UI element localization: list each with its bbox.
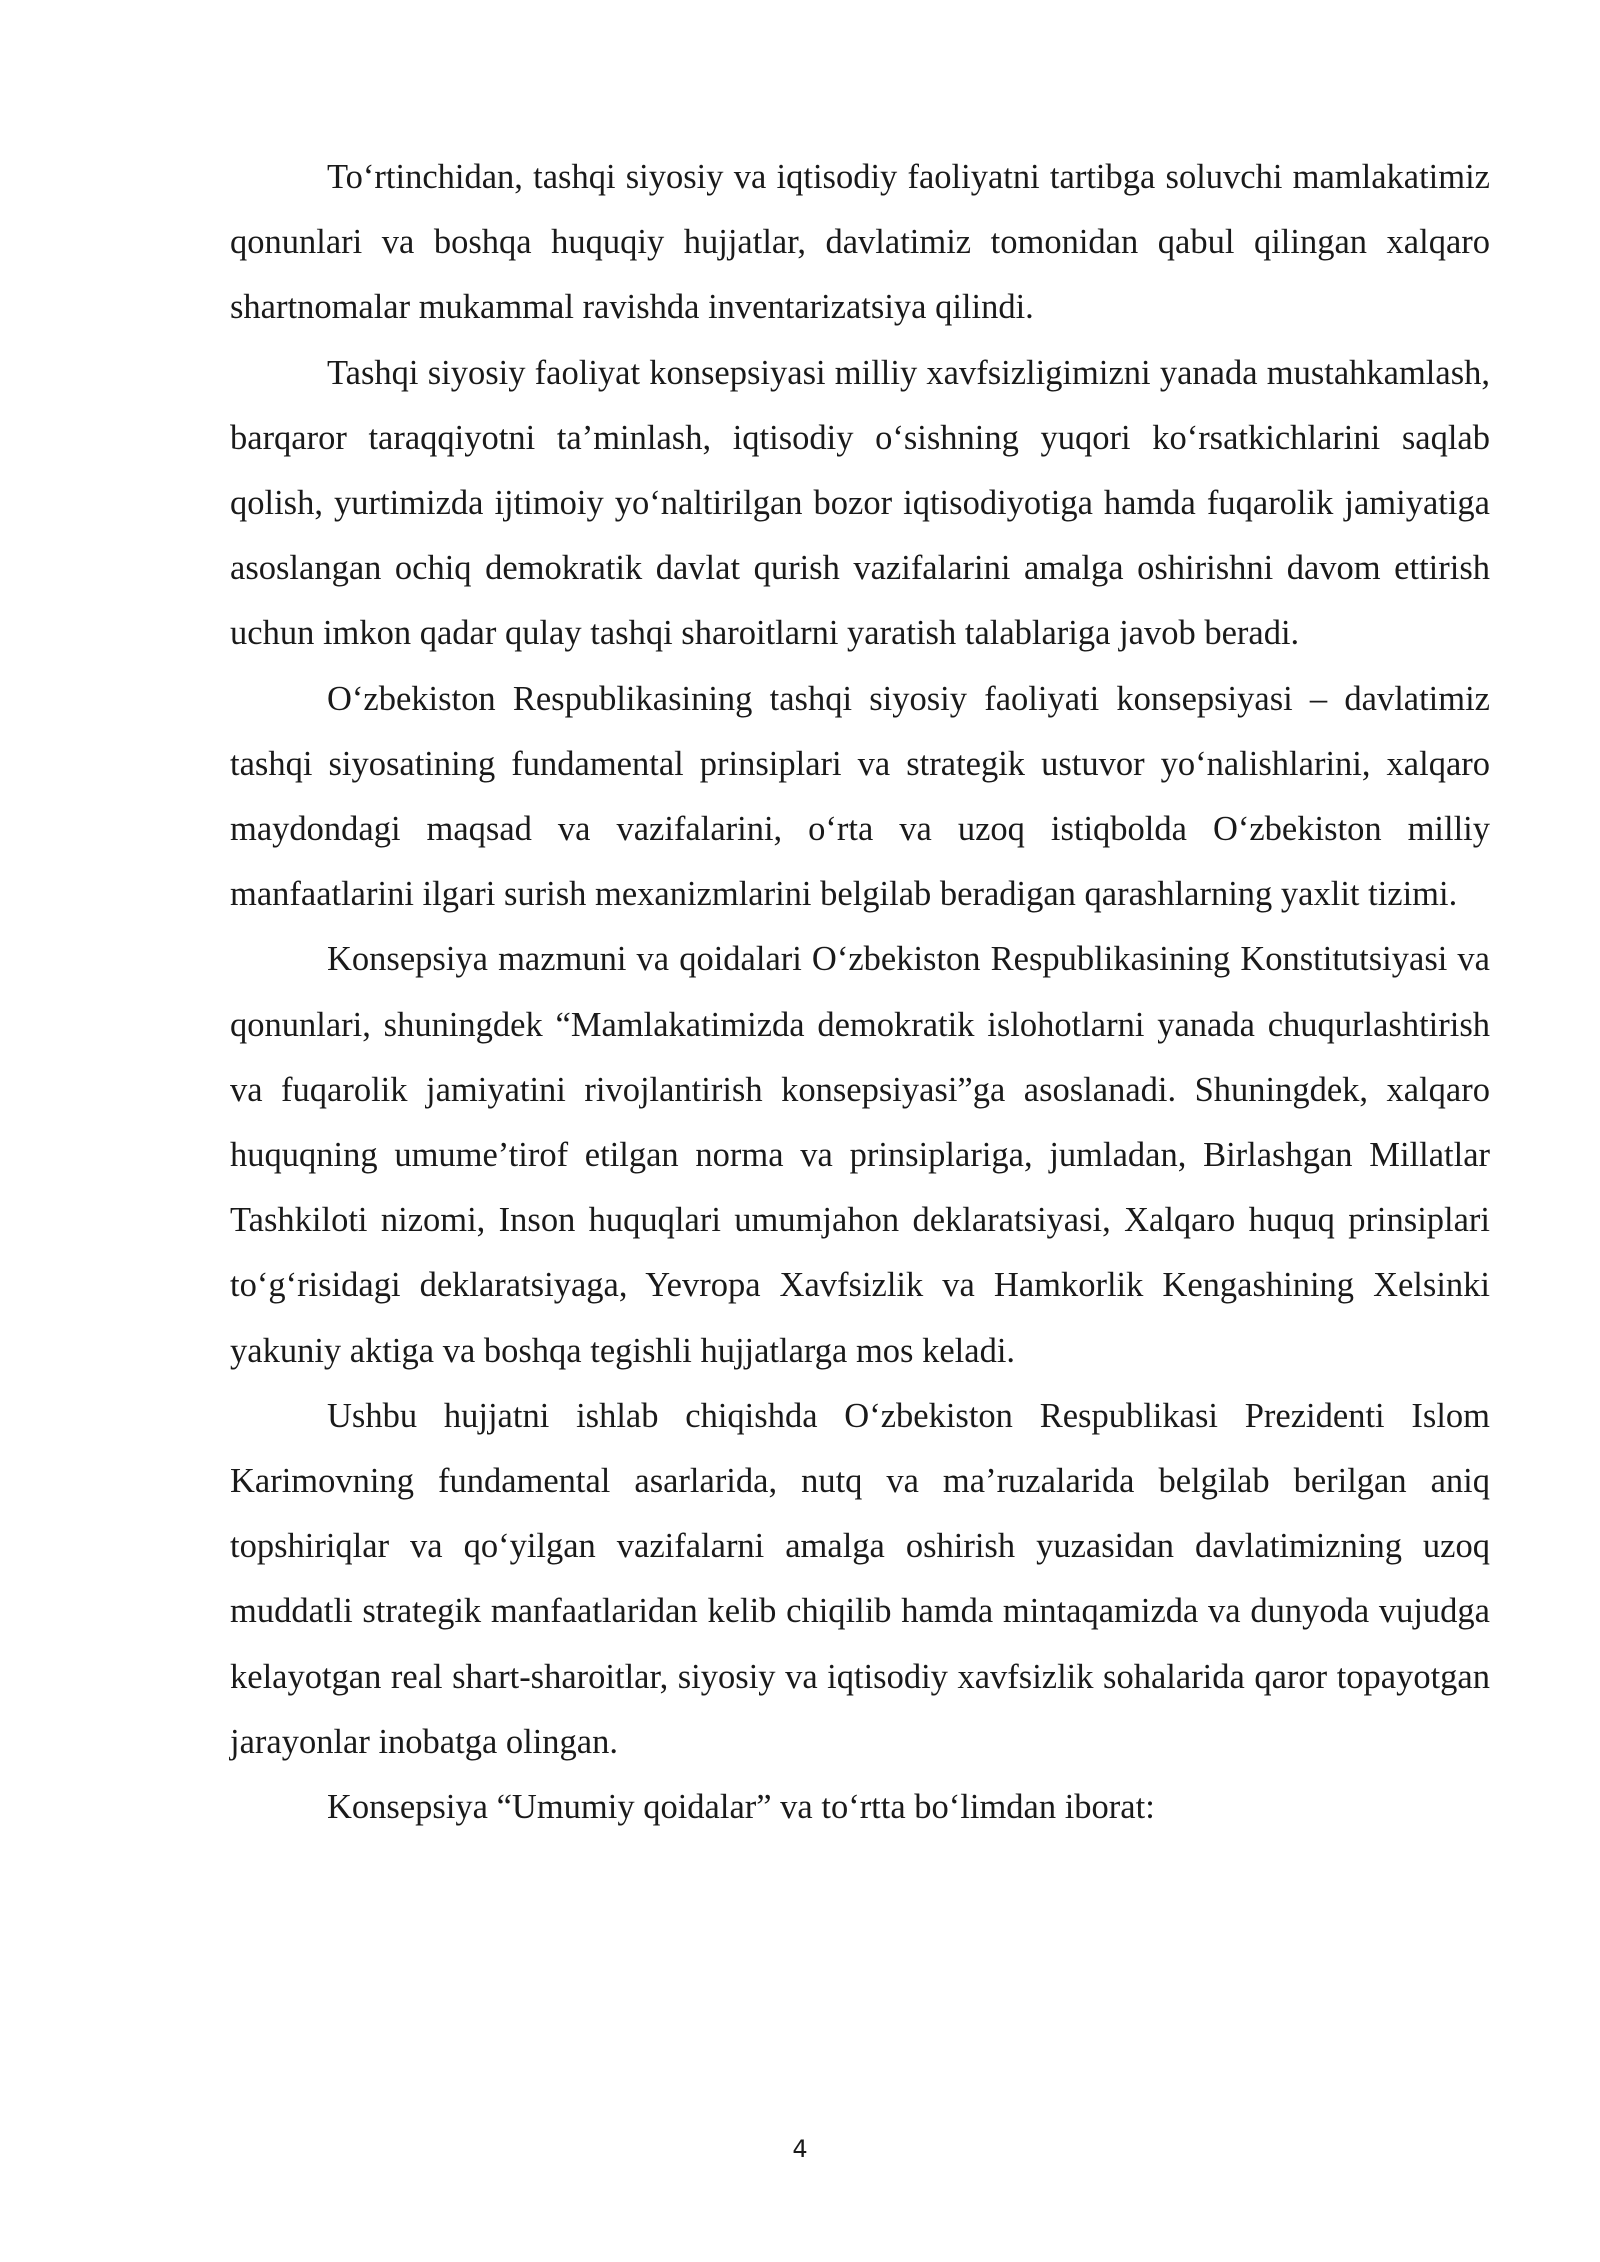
paragraph-2: Tashqi siyosiy faoliyat konsepsiyasi milliy xavfsizligimizni yanada mustahkamlash, barqaror taraqqiyotni ta’minlash, iqtisodiy o‘sishning yuqori ko‘rsatkichlarini saqlab qolish, yurtimizda ijtimoiy yo‘naltirilgan bozor iqtisodiyotiga hamda fuqarolik jamiyatiga asoslangan ochiq demokratik davlat qurish vazifalarini amalga oshirishni davom ettirish uchun imkon qadar qulay tashqi sharoitlarni yaratish talablariga javob beradi. (230, 353, 1490, 653)
paragraph-3: O‘zbekiston Respublikasining tashqi siyosiy faoliyati konsepsiyasi – davlatimiz tashqi siyosatining fundamental prinsiplari va strategik ustuvor yo‘nalishlarini, xalqaro maydondagi maqsad va vazifalarini, o‘rta va uzoq istiqbolda O‘zbekiston milliy manfaatlarini ilgari surish mexanizmlarini belgilab beradigan qarashlarning yaxlit tizimi. (230, 679, 1490, 914)
paragraph-4: Konsepsiya mazmuni va qoidalari O‘zbekiston Respublikasining Konstitutsiyasi va qonunlari, shuningdek “Mamlakatimizda demokratik islohotlarni yanada chuqurlashtirish va fuqarolik jamiyatini rivojlantirish konsepsiyasi”ga asoslanadi. Shuningdek, xalqaro huquqning umume’tirof etilgan norma va prinsiplariga, jumladan, Birlashgan Millatlar Tashkiloti nizomi, Inson huquqlari umumjahon deklaratsiyasi, Xalqaro huquq prinsiplari to‘g‘risidagi deklaratsiyaga, Yevropa Xavfsizlik va Hamkorlik Kengashining Xelsinki yakuniy aktiga va boshqa tegishli hujjatlarga mos keladi. (230, 940, 1490, 1370)
paragraph-1: To‘rtinchidan, tashqi siyosiy va iqtisodiy faoliyatni tartibga soluvchi mamlakatimiz qonunlari va boshqa huquqiy hujjatlar, davlatimiz tomonidan qabul qilingan xalqaro shartnomalar mukammal ravishda inventarizatsiya qilindi. (230, 158, 1490, 327)
body-text (230, 145, 1490, 1840)
paragraph-6: Konsepsiya “Umumiy qoidalar” va to‘rtta bo‘limdan iborat: (327, 1788, 1155, 1827)
page-number: 4 (792, 2135, 808, 2163)
paragraph-5: Ushbu hujjatni ishlab chiqishda O‘zbekiston Respublikasi Prezidenti Islom Karimovning fundamental asarlarida, nutq va ma’ruzalarida belgilab berilgan aniq topshiriqlar va qo‘yilgan vazifalarni amalga oshirish yuzasidan davlatimizning uzoq muddatli strategik manfaatlaridan kelib chiqilib hamda mintaqamizda va dunyoda vujudga kelayotgan real shart-sharoitlar, siyosiy va iqtisodiy xavfsizlik sohalarida qaror topayotgan jarayonlar inobatga olingan. (230, 1396, 1490, 1761)
